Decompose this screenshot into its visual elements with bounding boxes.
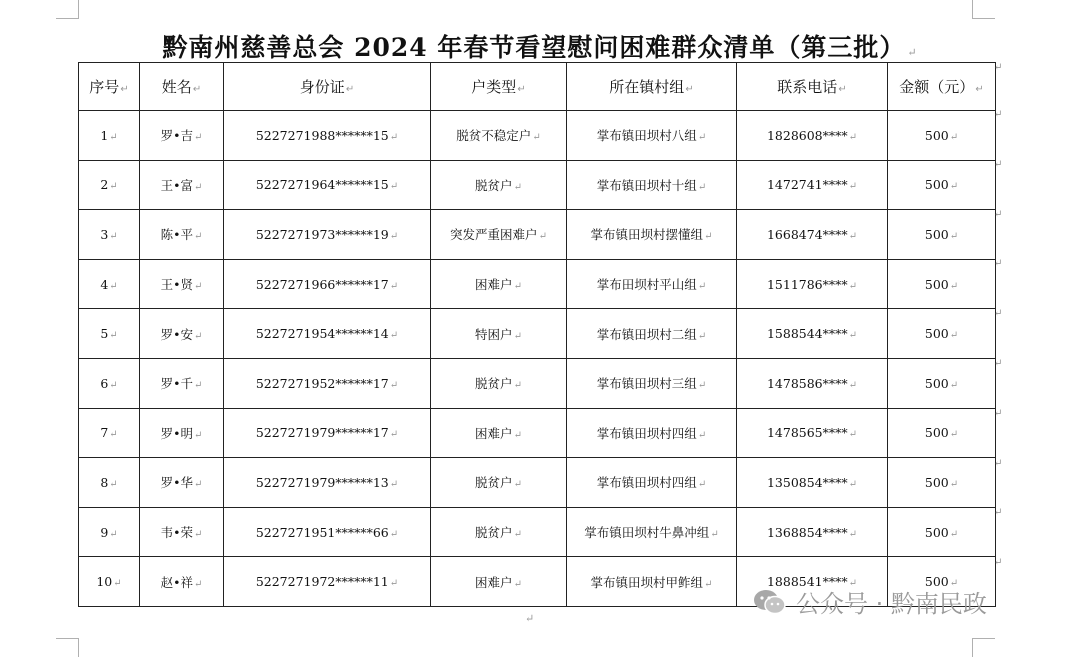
paragraph-mark: ↵ [848,379,858,391]
paragraph-mark: ↵ [193,479,203,491]
column-header-location [567,63,737,111]
cell-text: 2 [100,177,109,193]
cell-text: 困难户 [475,277,513,293]
phone-cell [737,259,888,309]
id-card-cell [224,557,431,607]
paragraph-mark: ↵ [120,84,129,95]
household-type-cell [431,507,567,557]
paragraph-mark: ↵ [193,330,203,342]
cell-text: 脱贫户 [475,475,513,491]
paragraph-mark: ↵ [949,280,959,292]
cell-text: 掌布镇田坝村四组 [596,425,697,441]
paragraph-mark: ↵ [389,131,399,143]
cell-text: 韦•荣 [160,525,193,541]
paragraph-mark: ↵ [109,330,118,342]
paragraph-mark: ↵ [949,330,959,342]
wechat-icon [752,588,788,616]
paragraph-mark: ↵ [345,84,355,95]
paragraph-mark: ↵ [532,132,541,144]
cell-text: 1478565**** [766,425,848,441]
cell-text: 掌布镇田坝村摆懂组 [590,227,704,243]
paragraph-mark: ↵ [848,131,858,143]
paragraph-mark: ↵ [949,578,959,590]
table-row [79,309,996,359]
paragraph-mark: ↵ [193,380,203,392]
household-type-cell [431,408,567,458]
cell-text: 突发严重困难户 [450,227,538,243]
table-body [79,111,996,607]
title-text: 黔南州慈善总会 2024 年春节看望慰问困难群众清单（第三批） [162,33,906,62]
paragraph-mark: ↵ [109,478,118,490]
cell-text: 罗•华 [160,475,193,491]
paragraph-mark: ↵ [949,230,959,242]
cell-text: 王•贤 [160,277,193,293]
name-cell [140,160,224,210]
cell-text: 罗•明 [160,425,193,441]
index-cell [79,408,140,458]
paragraph-mark: ↵ [113,578,122,590]
cell-text: 500 [924,474,949,490]
header-label: 姓名 [161,78,192,96]
page-corner-mark [56,0,79,19]
id-card-cell [224,160,431,210]
paragraph-mark: ↵ [193,529,203,541]
name-cell [140,458,224,508]
name-cell [140,259,224,309]
row-end-mark: ↵ [994,557,1003,569]
index-cell [79,458,140,508]
paragraph-mark: ↵ [697,132,707,144]
table-row [79,210,996,260]
paragraph-mark: ↵ [949,528,959,540]
paragraph-mark: ↵ [697,429,707,441]
paragraph-mark: ↵ [193,281,203,293]
paragraph-mark: ↵ [848,280,858,292]
cell-text: 5227271979******17 [255,425,389,441]
paragraph-mark: ↵ [697,380,707,392]
location-cell [567,408,737,458]
paragraph-mark: ↵ [704,231,713,243]
phone-cell [737,309,888,359]
paragraph-mark: ↵ [193,578,203,590]
paragraph-mark: ↵ [109,181,118,193]
household-type-cell [431,259,567,309]
cell-text: 1478586**** [766,375,848,391]
cell-text: 脱贫户 [475,177,513,193]
paragraph-mark: ↵ [848,330,858,342]
paragraph-mark: ↵ [949,429,959,441]
amount-cell [888,507,996,557]
paragraph-mark: ↵ [513,330,522,342]
column-header-id-card [224,63,431,111]
id-card-cell [224,507,431,557]
watermark-text: 公众号 · 黔南民政 [796,590,987,618]
row-end-mark: ↵ [994,358,1003,369]
location-cell [567,458,737,508]
paragraph-mark: ↵ [389,429,399,441]
paragraph-mark: ↵ [193,132,203,144]
document-title [0,28,1080,64]
cell-text: 罗•安 [160,326,193,342]
paragraph-mark: ↵ [949,181,959,193]
index-cell [79,309,140,359]
paragraph-mark: ↵ [525,612,535,625]
index-cell [79,358,140,408]
phone-cell [737,458,888,508]
cell-text: 1511786**** [766,276,848,292]
cell-text: 掌布镇田坝村三组 [596,376,697,392]
row-end-mark: ↵ [994,457,1003,469]
paragraph-mark: ↵ [710,529,719,541]
cell-text: 掌布镇田坝村四组 [596,475,697,491]
column-header-phone [737,63,888,111]
cell-text: 掌布田坝村平山组 [596,277,697,293]
header-label: 所在镇村组 [609,78,685,96]
cell-text: 500 [924,425,949,441]
paragraph-mark: ↵ [193,231,203,243]
household-type-cell [431,210,567,260]
cell-text: 5227271964******15 [255,177,389,193]
watermark [752,584,987,619]
relief-list-table [78,62,996,607]
paragraph-mark: ↵ [907,46,918,59]
row-end-mark: ↵ [994,62,1003,73]
cell-text: 掌布镇田坝村牛鼻冲组 [584,525,710,541]
column-header-household-type [431,63,567,111]
household-type-cell [431,309,567,359]
cell-text: 7 [100,425,109,441]
location-cell [567,358,737,408]
location-cell [567,111,737,161]
page-corner-mark [972,638,995,657]
paragraph-mark: ↵ [109,528,118,540]
column-header-amount [888,63,996,111]
cell-text: 5227271952******17 [255,375,389,391]
phone-cell [737,111,888,161]
location-cell [567,557,737,607]
row-end-mark: ↵ [994,308,1003,320]
table-row [79,507,996,557]
household-type-cell [431,458,567,508]
column-header-index [79,63,140,111]
paragraph-mark: ↵ [949,379,959,391]
cell-text: 500 [924,226,949,242]
phone-cell [737,408,888,458]
cell-text: 1350854**** [766,474,848,490]
cell-text: 4 [100,276,109,292]
cell-text: 9 [100,524,109,540]
paragraph-mark: ↵ [848,429,858,441]
page-corner-mark [972,0,995,19]
header-label: 金额（元） [899,78,975,96]
location-cell [567,259,737,309]
household-type-cell [431,557,567,607]
header-label: 身份证 [299,78,345,96]
amount-cell [888,309,996,359]
cell-text: 1368854**** [766,524,848,540]
paragraph-mark: ↵ [193,429,203,441]
cell-text: 1828608**** [766,127,848,143]
cell-text: 5227271988******15 [255,127,389,143]
name-cell [140,309,224,359]
cell-text: 5227271966******17 [255,276,389,292]
cell-text: 赵•祥 [160,574,193,590]
cell-text: 掌布镇田坝村八组 [596,128,697,144]
cell-text: 500 [924,524,949,540]
column-header-name [140,63,224,111]
row-end-mark: ↵ [994,407,1003,419]
paragraph-mark: ↵ [704,578,713,590]
id-card-cell [224,458,431,508]
paragraph-mark: ↵ [538,231,547,243]
paragraph-mark: ↵ [193,181,203,193]
cell-text: 6 [100,375,109,391]
paragraph-mark: ↵ [389,280,399,292]
amount-cell [888,210,996,260]
paragraph-mark: ↵ [697,479,707,491]
cell-text: 8 [100,474,109,490]
cell-text: 5227271954******14 [255,326,389,342]
amount-cell [888,458,996,508]
table-row [79,408,996,458]
location-cell [567,507,737,557]
paragraph-mark: ↵ [848,528,858,540]
household-type-cell [431,111,567,161]
row-end-mark: ↵ [994,258,1003,270]
name-cell [140,210,224,260]
cell-text: 1588544**** [766,326,848,342]
paragraph-mark: ↵ [389,181,399,193]
cell-text: 500 [924,177,949,193]
row-end-mark: ↵ [994,507,1003,519]
cell-text: 5227271979******13 [255,474,389,490]
id-card-cell [224,309,431,359]
paragraph-mark: ↵ [513,429,522,441]
table-row [79,259,996,309]
name-cell [140,557,224,607]
table-row [79,458,996,508]
cell-text: 1472741**** [766,177,848,193]
household-type-cell [431,160,567,210]
cell-text: 3 [100,226,109,242]
row-end-mark: ↵ [994,109,1003,120]
cell-text: 5227271973******19 [255,226,389,242]
paragraph-mark: ↵ [697,330,707,342]
cell-text: 脱贫户 [475,525,513,541]
cell-text: 500 [924,276,949,292]
cell-text: 罗•千 [160,376,193,392]
amount-cell [888,408,996,458]
paragraph-mark: ↵ [513,281,522,293]
name-cell [140,358,224,408]
cell-text: 困难户 [475,425,513,441]
cell-text: 10 [96,574,113,590]
cell-text: 500 [924,375,949,391]
paragraph-mark: ↵ [109,131,118,143]
paragraph-mark: ↵ [109,230,118,242]
index-cell [79,259,140,309]
paragraph-mark: ↵ [685,84,694,95]
phone-cell [737,358,888,408]
index-cell [79,210,140,260]
cell-text: 1888541**** [766,574,848,590]
header-label: 联系电话 [777,78,838,96]
page-corner-mark [56,638,79,657]
name-cell [140,507,224,557]
cell-text: 脱贫户 [475,376,513,392]
paragraph-mark: ↵ [513,578,522,590]
id-card-cell [224,259,431,309]
cell-text: 5227271972******11 [255,574,389,590]
paragraph-mark: ↵ [848,578,858,590]
cell-text: 王•富 [160,177,193,193]
amount-cell [888,160,996,210]
paragraph-mark: ↵ [697,281,707,293]
amount-cell [888,111,996,161]
paragraph-mark: ↵ [848,181,858,193]
index-cell [79,160,140,210]
index-cell [79,507,140,557]
amount-cell [888,358,996,408]
row-end-mark: ↵ [994,208,1003,220]
paragraph-mark: ↵ [192,84,202,95]
paragraph-mark: ↵ [109,429,118,441]
row-end-mark: ↵ [994,158,1003,170]
cell-text: 掌布镇田坝村十组 [596,177,697,193]
location-cell [567,309,737,359]
cell-text: 罗•吉 [160,128,193,144]
header-label: 序号 [89,78,120,96]
id-card-cell [224,111,431,161]
id-card-cell [224,358,431,408]
paragraph-mark: ↵ [389,578,399,590]
phone-cell [737,210,888,260]
cell-text: 1668474**** [766,226,848,242]
cell-text: 特困户 [475,326,513,342]
name-cell [140,408,224,458]
paragraph-mark: ↵ [513,479,522,491]
cell-text: 困难户 [475,574,513,590]
paragraph-mark: ↵ [109,379,118,391]
paragraph-mark: ↵ [389,379,399,391]
paragraph-mark: ↵ [848,230,858,242]
cell-text: 500 [924,574,949,590]
cell-text: 陈•平 [160,227,193,243]
cell-text: 掌布镇田坝村甲鲊组 [590,574,704,590]
paragraph-mark: ↵ [838,84,847,95]
phone-cell [737,160,888,210]
paragraph-mark: ↵ [848,478,858,490]
cell-text: 掌布镇田坝村二组 [596,326,697,342]
paragraph-mark: ↵ [389,330,399,342]
cell-text: 脱贫不稳定户 [456,128,532,144]
amount-cell [888,259,996,309]
header-label: 户类型 [471,78,517,96]
paragraph-mark: ↵ [949,478,959,490]
cell-text: 1 [100,127,109,143]
cell-text: 5 [100,326,109,342]
paragraph-mark: ↵ [949,131,959,143]
table-row [79,358,996,408]
household-type-cell [431,358,567,408]
table-row [79,160,996,210]
location-cell [567,210,737,260]
index-cell [79,111,140,161]
paragraph-mark: ↵ [389,230,399,242]
name-cell [140,111,224,161]
id-card-cell [224,408,431,458]
table-row [79,111,996,161]
cell-text: 5227271951******66 [255,524,389,540]
location-cell [567,160,737,210]
paragraph-mark: ↵ [975,84,984,95]
table-header-row [79,63,996,111]
paragraph-mark: ↵ [109,280,118,292]
paragraph-mark: ↵ [697,181,707,193]
paragraph-mark: ↵ [513,380,522,392]
cell-text: 500 [924,326,949,342]
id-card-cell [224,210,431,260]
paragraph-mark: ↵ [389,478,399,490]
cell-text: 500 [924,127,949,143]
index-cell [79,557,140,607]
paragraph-mark: ↵ [513,529,522,541]
paragraph-mark: ↵ [517,84,526,95]
paragraph-mark: ↵ [389,528,399,540]
paragraph-mark: ↵ [513,181,522,193]
phone-cell [737,507,888,557]
